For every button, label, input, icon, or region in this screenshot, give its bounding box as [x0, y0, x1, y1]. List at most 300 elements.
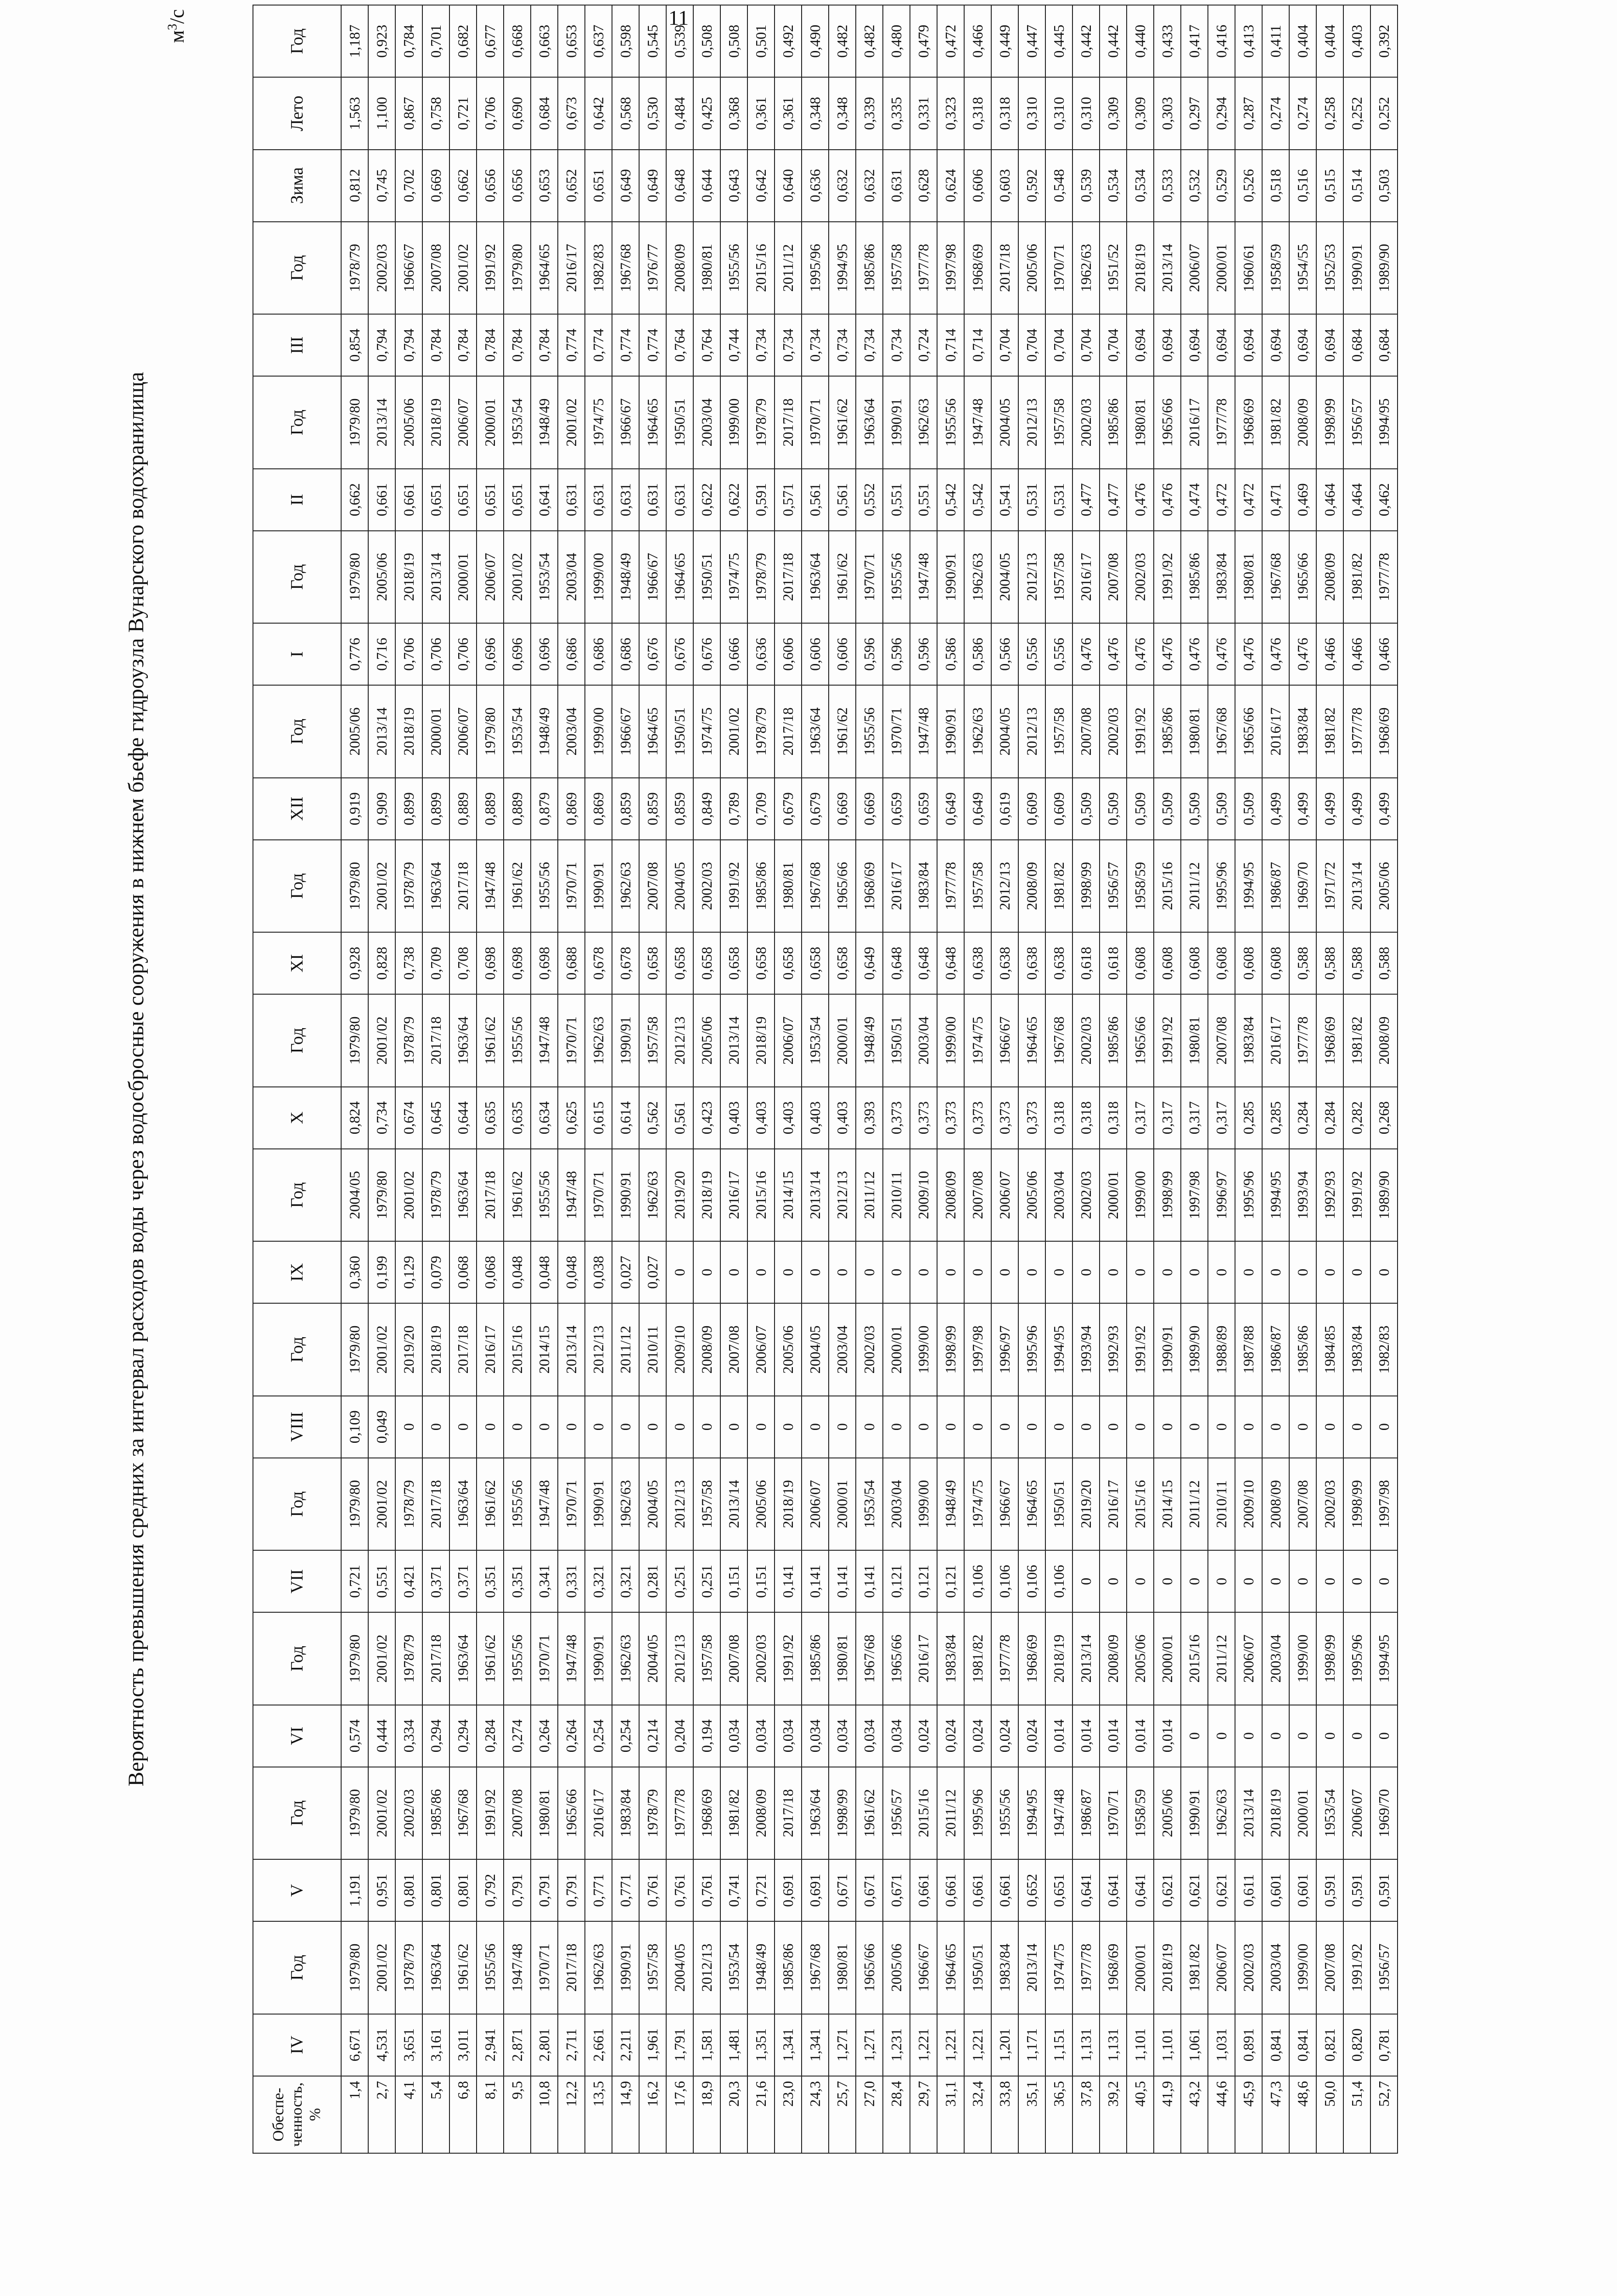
table-cell: 0,622	[720, 469, 747, 531]
column-header: VII	[253, 1550, 341, 1612]
table-cell: 2005/06	[368, 531, 395, 623]
table-cell: 0,341	[531, 1550, 558, 1612]
table-cell: 1966/67	[395, 222, 422, 314]
probability-cell: 29,7	[910, 2076, 937, 2153]
table-cell: 0,532	[1181, 150, 1208, 222]
table-cell: 0,462	[1370, 469, 1398, 531]
table-cell: 1948/49	[937, 1458, 964, 1550]
table-cell: 2017/18	[449, 1303, 477, 1396]
table-cell: 1950/51	[666, 376, 693, 468]
table-cell: 0,464	[1316, 469, 1343, 531]
table-cell: 1963/64	[449, 1458, 477, 1550]
table-cell: 0,662	[341, 469, 368, 531]
table-cell: 0,204	[666, 1705, 693, 1767]
table-cell: 2006/07	[1208, 1921, 1235, 2014]
table-cell: 2006/07	[802, 1458, 829, 1550]
column-header: Год	[253, 531, 341, 623]
table-cell: 0,789	[720, 778, 747, 840]
table-cell: 0,588	[1316, 932, 1343, 994]
table-cell: 0,518	[1262, 150, 1289, 222]
table-cell: 0,254	[612, 1705, 639, 1767]
table-cell: 1974/75	[693, 685, 720, 777]
column-header: Год	[253, 1303, 341, 1396]
table-cell: 1961/62	[477, 1612, 504, 1705]
table-cell: 2018/19	[395, 531, 422, 623]
table-cell: 1956/57	[883, 1767, 910, 1859]
table-cell: 0	[1289, 1241, 1316, 1303]
table-cell: 1955/56	[531, 840, 558, 932]
table-cell: 1966/67	[991, 1458, 1018, 1550]
table-cell: 2007/08	[1072, 685, 1100, 777]
table-cell: 0,541	[991, 469, 1018, 531]
table-cell: 2001/02	[368, 994, 395, 1086]
table-cell: 1962/63	[639, 1149, 666, 1241]
table-cell: 0,784	[422, 314, 449, 376]
table-cell: 1954/55	[1289, 222, 1316, 314]
table-cell: 2012/13	[585, 1303, 612, 1396]
table-cell: 0,812	[341, 150, 368, 222]
table-cell: 0,034	[829, 1705, 856, 1767]
table-cell: 1969/70	[1370, 1767, 1398, 1859]
table-cell: 1,481	[720, 2014, 747, 2076]
table-cell: 1994/95	[829, 222, 856, 314]
table-cell: 0,744	[720, 314, 747, 376]
table-cell: 0,294	[449, 1705, 477, 1767]
table-cell: 1967/68	[802, 1921, 829, 2014]
table-cell: 0,024	[937, 1705, 964, 1767]
table-cell: 1956/57	[1100, 840, 1127, 932]
probability-cell: 33,8	[991, 2076, 1018, 2153]
table-cell: 0,048	[558, 1241, 585, 1303]
table-cell: 2016/17	[910, 1612, 937, 1705]
table-cell: 0,658	[775, 932, 802, 994]
table-cell: 1985/86	[775, 1921, 802, 2014]
table-cell: 0	[1072, 1241, 1100, 1303]
table-cell: 1965/66	[883, 1612, 910, 1705]
table-cell: 1953/54	[531, 531, 558, 623]
table-cell: 1964/65	[1018, 994, 1045, 1086]
table-cell: 1978/79	[422, 1149, 449, 1241]
table-cell: 0,403	[829, 1087, 856, 1149]
table-cell: 0,282	[1343, 1087, 1370, 1149]
table-cell: 1979/80	[341, 994, 368, 1086]
table-row	[883, 5, 910, 2153]
table-cell: 2002/03	[1072, 1149, 1100, 1241]
table-cell: 0,309	[1100, 77, 1127, 149]
table-cell: 2002/03	[693, 840, 720, 932]
table-cell: 1968/69	[1370, 685, 1398, 777]
table-cell: 1995/96	[1208, 840, 1235, 932]
table-cell: 2001/02	[368, 1767, 395, 1859]
table-cell: 0,638	[1018, 932, 1045, 994]
table-cell: 1992/93	[1100, 1303, 1127, 1396]
table-row	[964, 5, 991, 2153]
table-cell: 1963/64	[449, 994, 477, 1086]
table-cell: 0,214	[639, 1705, 666, 1767]
table-cell: 0,403	[802, 1087, 829, 1149]
table-cell: 1953/54	[720, 1921, 747, 2014]
table-cell: 0,373	[883, 1087, 910, 1149]
probability-cell: 8,1	[477, 2076, 504, 2153]
table-cell: 0,704	[1072, 314, 1100, 376]
table-cell: 2019/20	[395, 1303, 422, 1396]
table-cell: 1955/56	[856, 685, 883, 777]
table-cell: 0,425	[693, 77, 720, 149]
table-cell: 0,323	[937, 77, 964, 149]
table-cell: 0	[1018, 1396, 1045, 1458]
column-header: II	[253, 469, 341, 531]
table-cell: 2005/06	[1154, 1767, 1181, 1859]
table-cell: 0	[720, 1396, 747, 1458]
table-cell: 2006/07	[1343, 1767, 1370, 1859]
table-cell: 1,221	[964, 2014, 991, 2076]
table-cell: 2014/15	[1154, 1458, 1181, 1550]
table-cell: 0	[802, 1396, 829, 1458]
table-cell: 0,669	[422, 150, 449, 222]
table-cell: 1982/83	[585, 222, 612, 314]
table-cell: 2007/08	[504, 1767, 531, 1859]
table-cell: 0	[1289, 1705, 1316, 1767]
table-cell: 0,621	[1154, 1859, 1181, 1921]
table-cell: 0,714	[964, 314, 991, 376]
table-cell: 0,671	[856, 1859, 883, 1921]
table-cell: 0,638	[1045, 932, 1072, 994]
table-cell: 1970/71	[1100, 1767, 1127, 1859]
probability-cell: 39,2	[1100, 2076, 1127, 2153]
table-cell: 0	[1072, 1550, 1100, 1612]
table-cell: 0,669	[829, 778, 856, 840]
table-cell: 2014/15	[775, 1149, 802, 1241]
table-cell: 0	[1100, 1550, 1127, 1612]
table-cell: 0,318	[1072, 1087, 1100, 1149]
table-cell: 0,503	[1370, 150, 1398, 222]
table-cell: 1947/48	[558, 1149, 585, 1241]
table-cell: 2002/03	[368, 222, 395, 314]
table-cell: 1957/58	[1045, 685, 1072, 777]
table-cell: 0,637	[585, 5, 612, 77]
table-cell: 0,531	[1018, 469, 1045, 531]
table-cell: 0,539	[666, 5, 693, 77]
table-cell: 2017/18	[775, 376, 802, 468]
table-cell: 1979/80	[341, 1612, 368, 1705]
table-cell: 2003/04	[883, 1458, 910, 1550]
table-cell: 0,068	[449, 1241, 477, 1303]
table-cell: 2001/02	[720, 685, 747, 777]
table-cell: 2000/01	[1154, 1612, 1181, 1705]
table-cell: 0,309	[1127, 77, 1154, 149]
table-cell: 0,776	[341, 623, 368, 685]
table-cell: 2004/05	[639, 1612, 666, 1705]
column-header: Год	[253, 840, 341, 932]
table-cell: 0,499	[1316, 778, 1343, 840]
table-cell: 0,476	[1235, 623, 1262, 685]
column-header: VIII	[253, 1396, 341, 1458]
table-cell: 0,704	[1018, 314, 1045, 376]
table-cell: 2003/04	[693, 376, 720, 468]
table-row	[910, 5, 937, 2153]
table-row	[504, 5, 531, 2153]
table-cell: 0,859	[639, 778, 666, 840]
table-cell: 2012/13	[666, 1458, 693, 1550]
table-cell: 2018/19	[693, 1149, 720, 1241]
table-cell: 0,317	[1181, 1087, 1208, 1149]
table-cell: 2013/14	[1154, 222, 1181, 314]
table-row	[1045, 5, 1072, 2153]
table-cell: 0,317	[1127, 1087, 1154, 1149]
table-cell: 2007/08	[639, 840, 666, 932]
table-cell: 0,661	[991, 1859, 1018, 1921]
table-cell: 2017/18	[449, 840, 477, 932]
table-cell: 2005/06	[341, 685, 368, 777]
table-cell: 0	[1289, 1396, 1316, 1458]
table-cell: 1955/56	[477, 1921, 504, 2014]
probability-cell: 9,5	[504, 2076, 531, 2153]
table-cell: 0,771	[585, 1859, 612, 1921]
table-cell: 2018/19	[395, 685, 422, 777]
table-cell: 0,509	[1127, 778, 1154, 840]
table-cell: 2018/19	[775, 1458, 802, 1550]
table-cell: 0	[1343, 1396, 1370, 1458]
table-cell: 0,471	[1262, 469, 1289, 531]
table-cell: 2002/03	[747, 1612, 775, 1705]
table-cell: 0,628	[910, 150, 937, 222]
table-cell: 1966/67	[639, 531, 666, 623]
table-cell: 1999/00	[910, 1458, 937, 1550]
table-cell: 0,373	[910, 1087, 937, 1149]
table-cell: 1983/84	[910, 840, 937, 932]
table-row	[720, 5, 747, 2153]
table-cell: 0,529	[1208, 150, 1235, 222]
table-cell: 0,644	[449, 1087, 477, 1149]
table-cell: 1961/62	[477, 1458, 504, 1550]
table-cell: 0,758	[422, 77, 449, 149]
table-cell: 1997/98	[1370, 1458, 1398, 1550]
table-cell: 0,928	[341, 932, 368, 994]
table-cell: 0,449	[991, 5, 1018, 77]
table-cell: 0,509	[1235, 778, 1262, 840]
table-cell: 1978/79	[395, 1458, 422, 1550]
table-cell: 0,444	[368, 1705, 395, 1767]
table-cell: 1963/64	[449, 1149, 477, 1241]
table-cell: 0,676	[639, 623, 666, 685]
table-cell: 0,606	[775, 623, 802, 685]
table-cell: 2004/05	[666, 1921, 693, 2014]
table-cell: 0,618	[1100, 932, 1127, 994]
table-cell: 0,641	[1100, 1859, 1127, 1921]
table-cell: 2002/03	[1100, 685, 1127, 777]
table-cell: 0,669	[856, 778, 883, 840]
table-cell: 0,632	[856, 150, 883, 222]
table-cell: 0,854	[341, 314, 368, 376]
table-cell: 0,334	[395, 1705, 422, 1767]
table-cell: 0,734	[368, 1087, 395, 1149]
table-cell: 0,635	[477, 1087, 504, 1149]
table-cell: 1955/56	[504, 994, 531, 1086]
table-cell: 0,649	[964, 778, 991, 840]
table-cell: 2015/16	[1154, 840, 1181, 932]
table-cell: 0,951	[368, 1859, 395, 1921]
table-cell: 1953/54	[504, 685, 531, 777]
table-cell: 0,709	[422, 932, 449, 994]
table-cell: 0,533	[1154, 150, 1181, 222]
table-cell: 1962/63	[964, 531, 991, 623]
table-cell: 2018/19	[422, 1303, 449, 1396]
table-cell: 0,714	[937, 314, 964, 376]
table-cell: 0	[747, 1396, 775, 1458]
table-cell: 0,392	[1370, 5, 1398, 77]
table-cell: 2002/03	[856, 1303, 883, 1396]
table-cell: 1979/80	[341, 1921, 368, 2014]
column-header: XII	[253, 778, 341, 840]
table-cell: 0,644	[693, 150, 720, 222]
table-cell: 1989/90	[1370, 1149, 1398, 1241]
table-cell: 2005/06	[1370, 840, 1398, 932]
table-cell: 0	[1181, 1396, 1208, 1458]
table-cell: 2017/18	[422, 1612, 449, 1705]
probability-cell: 43,2	[1181, 2076, 1208, 2153]
table-cell: 1983/84	[1343, 1303, 1370, 1396]
table-cell: 1947/48	[531, 994, 558, 1086]
table-cell: 1967/68	[1045, 994, 1072, 1086]
table-cell: 0,321	[585, 1550, 612, 1612]
table-cell: 2011/12	[612, 1303, 639, 1396]
table-cell: 0,303	[1154, 77, 1181, 149]
table-cell: 1985/86	[1181, 531, 1208, 623]
table-cell: 0,371	[449, 1550, 477, 1612]
table-cell: 1968/69	[1100, 1921, 1127, 2014]
table-cell: 1961/62	[856, 1767, 883, 1859]
table-cell: 0	[775, 1396, 802, 1458]
page-number: 11	[668, 6, 689, 29]
table-cell: 0,674	[395, 1087, 422, 1149]
column-header: Год	[253, 1149, 341, 1241]
table-cell: 0,472	[1235, 469, 1262, 531]
table-cell: 1993/94	[1289, 1149, 1316, 1241]
table-cell: 0,841	[1289, 2014, 1316, 2076]
table-cell: 1962/63	[585, 994, 612, 1086]
table-cell: 1962/63	[910, 376, 937, 468]
table-cell: 1977/78	[910, 222, 937, 314]
table-cell: 2000/01	[829, 1458, 856, 1550]
table-cell: 2,711	[558, 2014, 585, 2076]
table-cell: 0,704	[1045, 314, 1072, 376]
table-cell: 1980/81	[1127, 376, 1154, 468]
table-cell: 0,721	[747, 1859, 775, 1921]
table-cell: 0,774	[585, 314, 612, 376]
table-cell: 1990/91	[585, 840, 612, 932]
table-cell: 0,738	[395, 932, 422, 994]
table-cell: 0,661	[368, 469, 395, 531]
table-cell: 0,404	[1316, 5, 1343, 77]
table-cell: 0,701	[422, 5, 449, 77]
table-cell: 2017/18	[477, 1149, 504, 1241]
table-cell: 2011/12	[1181, 1458, 1208, 1550]
table-cell: 0,561	[666, 1087, 693, 1149]
table-cell: 2009/10	[666, 1303, 693, 1396]
table-cell: 0,596	[910, 623, 937, 685]
table-cell: 0,721	[449, 77, 477, 149]
table-cell: 2005/06	[1127, 1612, 1154, 1705]
table-cell: 0,698	[477, 932, 504, 994]
table-cell: 0,651	[585, 150, 612, 222]
table-cell: 3,651	[395, 2014, 422, 2076]
table-cell: 0,274	[1289, 77, 1316, 149]
table-cell: 0,621	[1181, 1859, 1208, 1921]
table-cell: 0,734	[802, 314, 829, 376]
table-cell: 1998/99	[937, 1303, 964, 1396]
table-cell: 1970/71	[558, 1458, 585, 1550]
table-cell: 0,694	[1127, 314, 1154, 376]
table-cell: 2000/01	[477, 376, 504, 468]
table-cell: 0,651	[422, 469, 449, 531]
table-row	[1072, 5, 1100, 2153]
table-cell: 0,252	[1370, 77, 1398, 149]
table-cell: 0,526	[1235, 150, 1262, 222]
table-cell: 1985/86	[1289, 1303, 1316, 1396]
table-cell: 2001/02	[395, 1149, 422, 1241]
table-cell: 2006/07	[747, 1303, 775, 1396]
table-cell: 0,919	[341, 778, 368, 840]
table-cell: 1994/95	[1262, 1149, 1289, 1241]
table-cell: 0,649	[612, 150, 639, 222]
table-cell: 1961/62	[449, 1921, 477, 2014]
table-cell: 0,048	[531, 1241, 558, 1303]
table-cell: 0,608	[1235, 932, 1262, 994]
probability-cell: 52,7	[1370, 2076, 1398, 2153]
table-cell: 0,601	[1289, 1859, 1316, 1921]
table-cell: 0,614	[612, 1087, 639, 1149]
table-cell: 0,274	[1262, 77, 1289, 149]
table-cell: 0,034	[720, 1705, 747, 1767]
table-cell: 0,534	[1127, 150, 1154, 222]
table-cell: 2008/09	[1018, 840, 1045, 932]
table-cell: 0,791	[558, 1859, 585, 1921]
table-cell: 1980/81	[693, 222, 720, 314]
table-cell: 0	[1343, 1241, 1370, 1303]
table-cell: 2008/09	[693, 1303, 720, 1396]
table-cell: 2018/19	[1154, 1921, 1181, 2014]
table-cell: 1962/63	[612, 840, 639, 932]
table-cell: 1963/64	[802, 531, 829, 623]
table-row	[856, 5, 883, 2153]
table-row	[937, 5, 964, 2153]
table-cell: 2012/13	[829, 1149, 856, 1241]
table-cell: 1,351	[747, 2014, 775, 2076]
table-cell: 2016/17	[558, 222, 585, 314]
table-cell: 1953/54	[1316, 1767, 1343, 1859]
table-cell: 0,339	[856, 77, 883, 149]
table-row	[422, 5, 449, 2153]
table-cell: 1981/82	[1262, 376, 1289, 468]
table-cell: 0,331	[910, 77, 937, 149]
probability-cell: 32,4	[964, 2076, 991, 2153]
table-cell: 1953/54	[802, 994, 829, 1086]
table-cell: 2018/19	[1045, 1612, 1072, 1705]
table-cell: 1998/99	[1154, 1149, 1181, 1241]
table-cell: 1983/84	[1235, 994, 1262, 1086]
table-cell: 1968/69	[1235, 376, 1262, 468]
table-cell: 2006/07	[1181, 222, 1208, 314]
table-cell: 0	[964, 1241, 991, 1303]
table-cell: 1990/91	[585, 1458, 612, 1550]
probability-cell: 27,0	[856, 2076, 883, 2153]
table-cell: 0,588	[1370, 932, 1398, 994]
table-cell: 1985/86	[1154, 685, 1181, 777]
table-cell: 0,476	[1154, 623, 1181, 685]
table-cell: 1963/64	[856, 376, 883, 468]
column-header: Год	[253, 994, 341, 1086]
probability-cell: 35,1	[1018, 2076, 1045, 2153]
